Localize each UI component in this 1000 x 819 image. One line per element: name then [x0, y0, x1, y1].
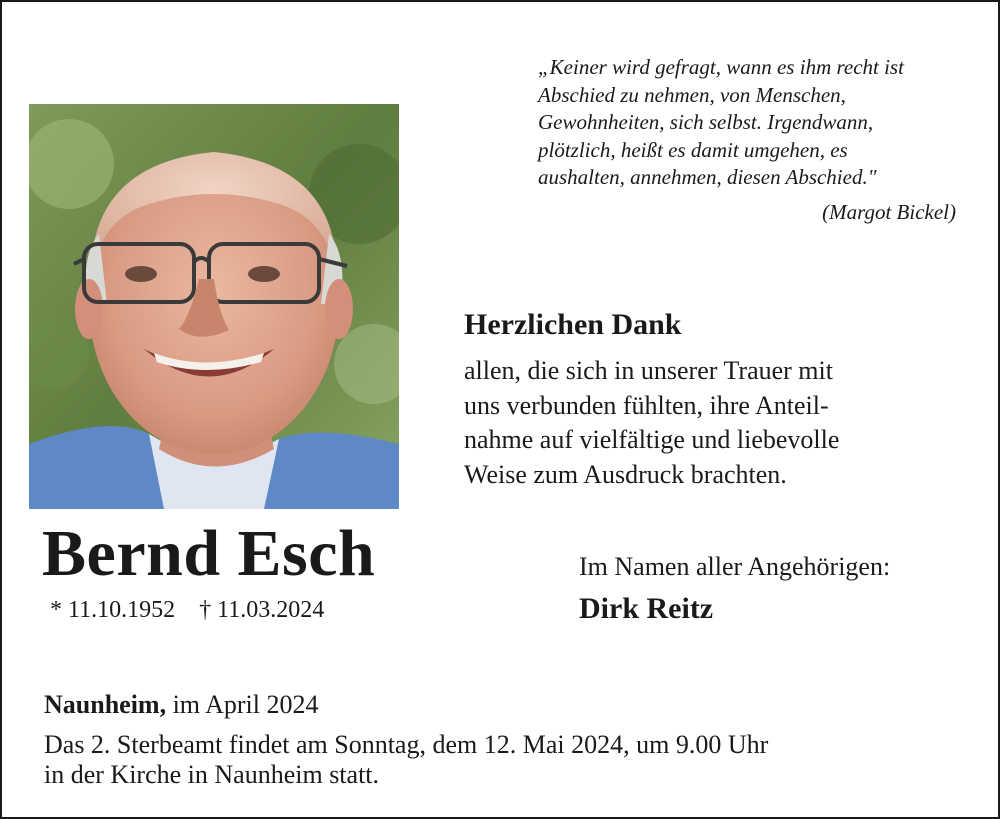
thanks-line: uns verbunden fühlten, ihre Anteil-: [464, 390, 829, 420]
service-line: Das 2. Sterbeamt findet am Sonntag, dem 12. Mai 2024, um 9.00 Uhr: [44, 730, 769, 759]
quote-line: plötzlich, heißt es damit umgehen, es: [538, 137, 848, 162]
service-notice: [44, 730, 768, 790]
thanks-line: Weise zum Ausdruck brachten.: [464, 459, 787, 489]
quote-line: „Keiner wird gefragt, wann es ihm recht ist: [538, 55, 904, 79]
quote-line: aushalten, annehmen, diesen Abschied.": [538, 165, 877, 189]
place-date: im April 2024: [172, 690, 319, 719]
death-date: † 11.03.2024: [199, 597, 325, 623]
quote-line: Abschied zu nehmen, von Menschen,: [538, 82, 846, 107]
quote-author: (Margot Bickel): [822, 200, 956, 224]
family-intro: Im Namen aller Angehörigen:: [579, 552, 891, 581]
birth-date: * 11.10.1952: [50, 597, 176, 623]
family-signature: Dirk Reitz: [579, 592, 714, 625]
place-and-date: [44, 688, 318, 722]
thanks-body: [464, 354, 839, 492]
service-line: in der Kirche in Naunheim statt.: [44, 760, 380, 789]
thanks-title: Herzlichen Dank: [464, 308, 682, 341]
thanks-line: nahme auf vielfältige und liebevolle: [464, 425, 840, 454]
life-dates: [50, 594, 324, 626]
quote-line: Gewohnheiten, sich selbst. Irgendwann,: [538, 110, 874, 134]
place-town: Naunheim,: [44, 690, 167, 719]
quote-block: [538, 54, 968, 192]
portrait-photo: [29, 104, 399, 509]
deceased-name: Bernd Esch: [42, 517, 376, 590]
thanks-line: allen, die sich in unserer Trauer mit: [464, 356, 833, 385]
